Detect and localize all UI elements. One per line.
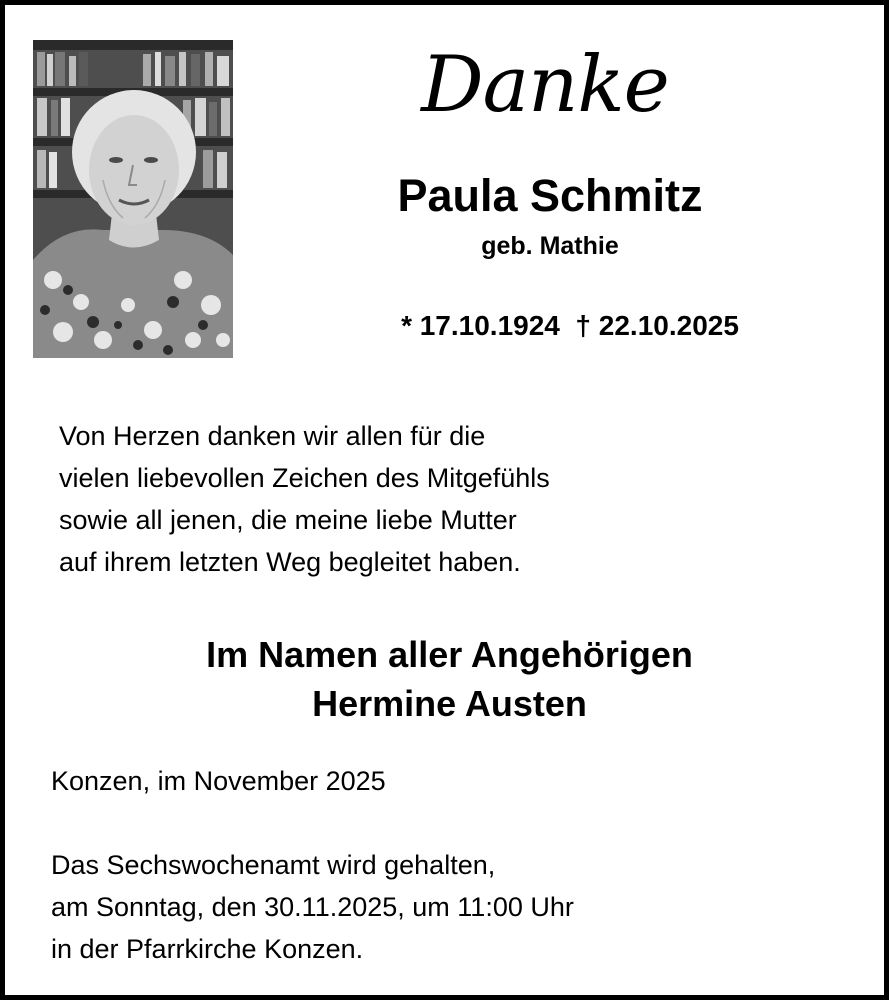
message-line: vielen liebevollen Zeichen des Mitgefühls bbox=[59, 463, 550, 493]
message-line: sowie all jenen, die meine liebe Mutter bbox=[59, 505, 517, 535]
service-line: am Sonntag, den 30.11.2025, um 11:00 Uhr bbox=[51, 892, 574, 922]
family-signature bbox=[25, 630, 874, 728]
thank-you-message bbox=[59, 415, 679, 583]
service-line: in der Pfarrkirche Konzen. bbox=[51, 934, 364, 964]
place-date: Konzen, im November 2025 bbox=[51, 766, 386, 796]
thank-you-title: Danke bbox=[421, 40, 669, 130]
message-line: Von Herzen danken wir allen für die bbox=[59, 421, 486, 451]
service-line: Das Sechswochenamt wird gehalten, bbox=[51, 850, 496, 880]
portrait-photo bbox=[33, 40, 233, 358]
message-line: auf ihrem letzten Weg begleitet haben. bbox=[59, 547, 521, 577]
service-notice bbox=[51, 844, 831, 970]
life-dates: * 17.10.1924 † 22.10.2025 bbox=[401, 310, 739, 341]
signature-line-relatives: Im Namen aller Angehörigen bbox=[206, 634, 693, 675]
deceased-name: Paula Schmitz bbox=[397, 170, 703, 221]
signature-line-name: Hermine Austen bbox=[312, 683, 587, 724]
birth-name: geb. Mathie bbox=[481, 232, 619, 260]
